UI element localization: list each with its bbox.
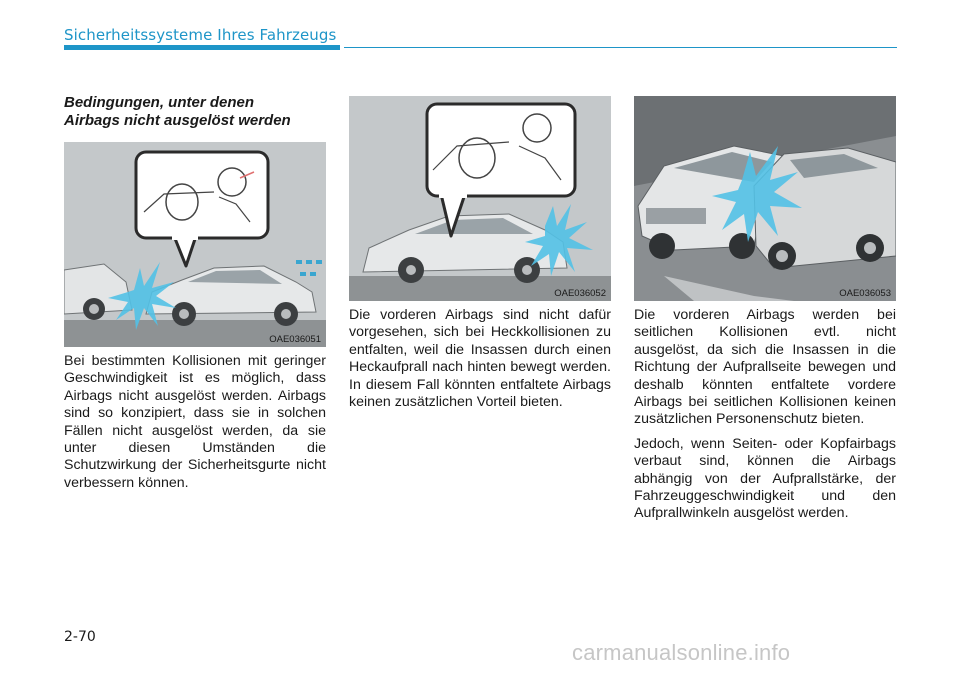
figure-caption: OAE036053 (839, 288, 891, 299)
figure-caption: OAE036052 (554, 288, 606, 299)
side-collision-illustration (634, 96, 896, 301)
figure-rear-collision (349, 96, 611, 301)
text-column-3 (634, 307, 896, 530)
section-heading-line1: Bedingungen, unter denen (64, 94, 254, 111)
paragraph: Die vorderen Airbags sind nicht dafür vorgesehen, sich bei Heckkollisionen zu entfalten, weil die Insassen durch einen Heckaufprall nach hinten bewegt werden. In diesem Fall könnten entfaltete Airbags keinen zusätzlichen Vorteil bieten. (349, 307, 611, 411)
page-number: 2-70 (64, 629, 96, 645)
text-column-2 (349, 307, 611, 418)
rear-collision-illustration (349, 96, 611, 301)
header-accent-bar (64, 45, 340, 50)
figure-caption: OAE036051 (269, 334, 321, 345)
watermark: carmanualsonline.info (572, 640, 791, 665)
header-title: Sicherheitssysteme Ihres Fahrzeugs (64, 26, 337, 44)
figure-front-collision (64, 142, 326, 347)
section-heading-line2: Airbags nicht ausgelöst werden (64, 112, 291, 129)
paragraph: Bei bestimmten Kollisionen mit geringer Geschwindigkeit ist es möglich, dass Airbags nicht ausgelöst werden. Airbags sind so konzipiert, dass sie in solchen Fällen nicht ausgelöst werden, da sie unter diesen Umständen die Schutzwirkung der Sicherheitsgurte nicht verbessern können. (64, 353, 326, 491)
header-rule (344, 47, 897, 48)
paragraph: Die vorderen Airbags werden bei seitlichen Kollisionen evtl. nicht ausgelöst, da sich die Insassen in die Richtung der Aufprallseite bewegen und deshalb könnten entfaltete vordere Airbags bei seitlichen Kollisionen keinen zusätzlichen Personenschutz bieten. (634, 307, 896, 428)
figure-side-collision (634, 96, 896, 301)
text-column-1 (64, 353, 326, 499)
front-collision-illustration (64, 142, 326, 347)
paragraph: Jedoch, wenn Seiten- oder Kopfairbags verbaut sind, können die Airbags abhängig von der Aufprallstärke, der Fahrzeuggeschwindigkeit und den Aufprallwinkeln ausgelöst werden. (634, 435, 896, 522)
section-heading (64, 94, 334, 130)
